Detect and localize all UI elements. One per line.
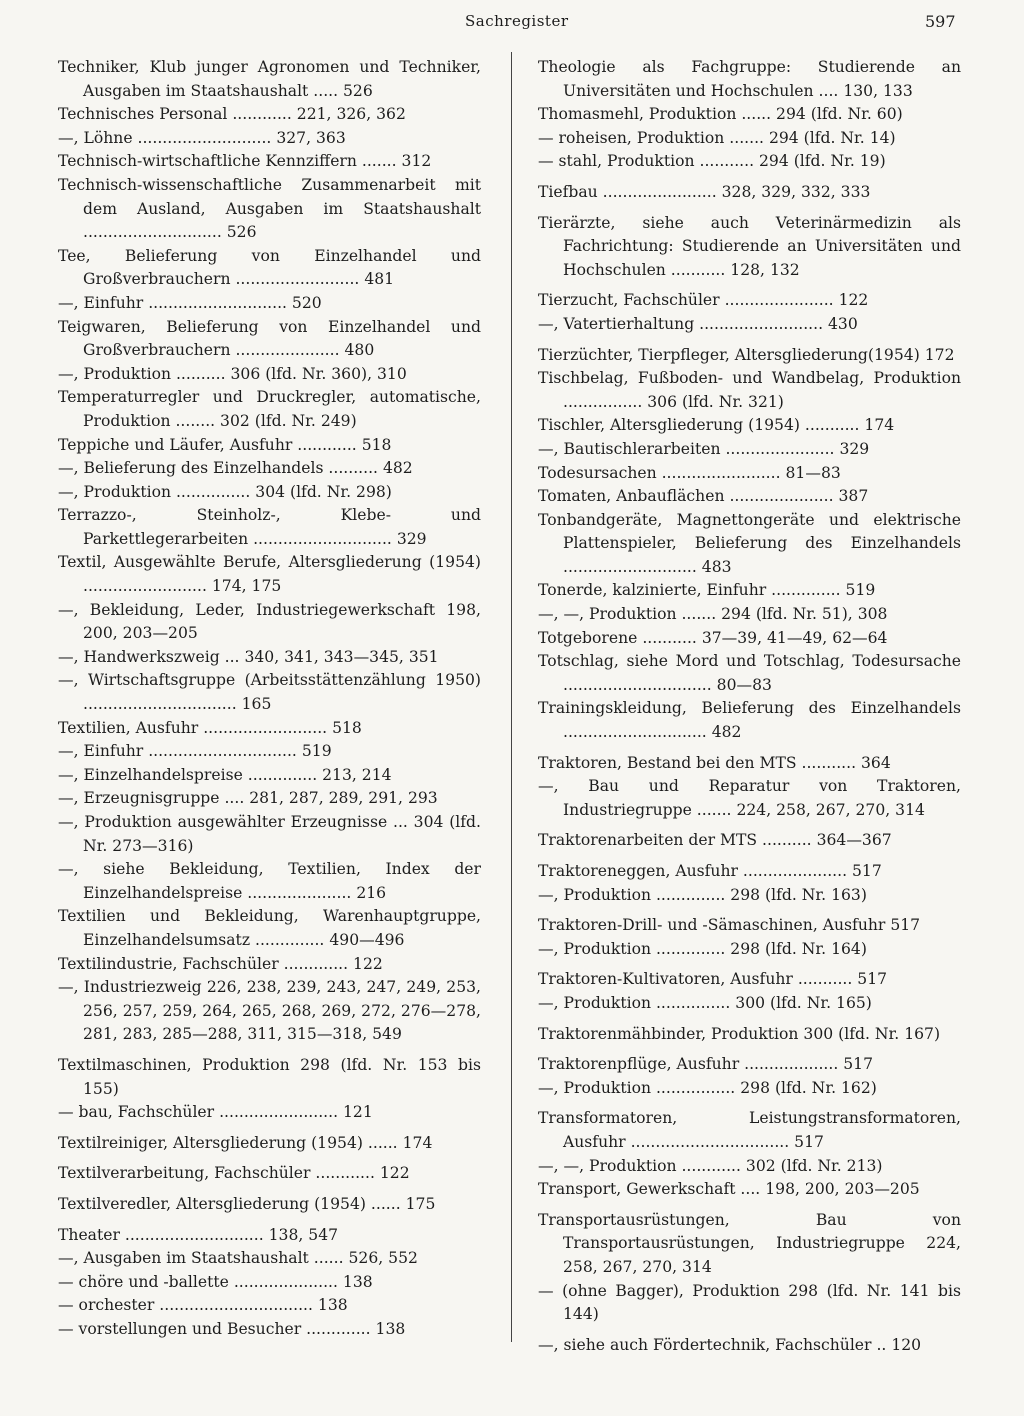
index-entry-text: — stahl, Produktion ........... 294 (lfd. Nr. 19) bbox=[538, 152, 886, 171]
index-entry-text: Temperaturregler und Druckregler, automatische, Produktion ........ 302 (lfd. Nr. 249) bbox=[58, 388, 481, 430]
index-entry bbox=[58, 953, 481, 977]
index-entry-text: —, Einfuhr .............................. 519 bbox=[58, 742, 332, 761]
index-entry-text: Tierärzte, siehe auch Veterinärmedizin als Fachrichtung: Studierende an Universitäten und Hochschulen ........... 128, 132 bbox=[538, 213, 961, 279]
index-entry-text: Tiefbau ....................... 328, 329, 332, 333 bbox=[538, 182, 871, 201]
index-entry bbox=[58, 1101, 481, 1125]
index-entry-text: —, Produktion ............... 300 (lfd. Nr. 165) bbox=[538, 993, 872, 1012]
index-entry-text: Textilreiniger, Altersgliederung (1954) ...... 174 bbox=[58, 1133, 433, 1152]
index-entry-text: —, —, Produktion ....... 294 (lfd. Nr. 51), 308 bbox=[538, 605, 888, 624]
index-entry bbox=[538, 1053, 961, 1077]
index-entry-text: Textilveredler, Altersgliederung (1954) ...... 175 bbox=[58, 1194, 436, 1213]
index-entry bbox=[58, 150, 481, 174]
index-entry-text: Transport, Gewerkschaft .... 198, 200, 203—205 bbox=[538, 1180, 920, 1199]
index-entry-text: Textilindustrie, Fachschüler ............. 122 bbox=[58, 954, 383, 973]
index-entry-text: —, Erzeugnisgruppe .... 281, 287, 289, 291, 293 bbox=[58, 789, 438, 808]
index-entry bbox=[58, 905, 481, 952]
index-entry bbox=[538, 968, 961, 992]
index-entry-text: Tonbandgeräte, Magnettongeräte und elektrische Plattenspieler, Belieferung des Einzelhandels ........................... 483 bbox=[538, 510, 961, 576]
index-entry bbox=[58, 481, 481, 505]
index-entry-text: Terrazzo-, Steinholz-, Klebe- und Parkettlegerarbeiten ............................ 329 bbox=[58, 506, 481, 548]
index-entry bbox=[538, 775, 961, 822]
page-number: 597 bbox=[925, 12, 956, 31]
index-entry bbox=[58, 764, 481, 788]
index-entry-text: Traktoren, Bestand bei den MTS ........... 364 bbox=[538, 753, 891, 772]
index-entry-text: —, Produktion ausgewählter Erzeugnisse ... 304 (lfd. Nr. 273—316) bbox=[58, 813, 481, 855]
index-entry bbox=[538, 603, 961, 627]
index-entry-text: — chöre und -ballette ..................... 138 bbox=[58, 1272, 373, 1291]
index-entry-text: —, siehe Bekleidung, Textilien, Index der Einzelhandelspreise ..................... 216 bbox=[58, 860, 481, 902]
index-entry-text: —, Vatertierhaltung ......................... 430 bbox=[538, 314, 858, 333]
index-entry bbox=[58, 103, 481, 127]
index-entry bbox=[538, 650, 961, 697]
index-entry bbox=[538, 1178, 961, 1202]
index-entry bbox=[58, 457, 481, 481]
index-entry bbox=[538, 438, 961, 462]
index-entry-text: Technisch-wirtschaftliche Kennziffern ....... 312 bbox=[58, 152, 432, 171]
index-entry-text: Transformatoren, Leistungstransformatoren, Ausfuhr ................................ 517 bbox=[538, 1109, 961, 1151]
index-entry-text: Totschlag, siehe Mord und Totschlag, Todesursache .............................. 80—83 bbox=[538, 652, 961, 694]
index-entry-text: — orchester ............................... 138 bbox=[58, 1296, 348, 1315]
index-entry-text: Traktoren-Kultivatoren, Ausfuhr ........... 517 bbox=[538, 970, 888, 989]
index-entry-text: Technisch-wissenschaftliche Zusammenarbeit mit dem Ausland, Ausgaben im Staatshaushalt ............................ 526 bbox=[58, 175, 481, 242]
index-entry-text: Tonerde, kalzinierte, Einfuhr .............. 519 bbox=[538, 581, 876, 600]
page-header bbox=[0, 10, 1024, 36]
index-entry bbox=[538, 462, 961, 486]
index-entry bbox=[58, 551, 481, 598]
index-entry bbox=[58, 717, 481, 741]
index-entry bbox=[538, 1334, 961, 1358]
index-entry-text: —, Industriezweig 226, 238, 239, 243, 247, 249, 253, 256, 257, 259, 264, 265, 268, 269, 272, 276—278, 281, 283, 285—288, 311, 315—318, 549 bbox=[58, 978, 481, 1044]
index-entry bbox=[538, 344, 961, 368]
index-entry bbox=[58, 1247, 481, 1271]
index-entry bbox=[58, 811, 481, 858]
index-entry-text: Traktorenpflüge, Ausfuhr ................... 517 bbox=[538, 1055, 874, 1074]
index-entry-text: Traktoren-Drill- und -Sämaschinen, Ausfuhr 517 bbox=[538, 916, 921, 935]
index-entry bbox=[58, 1294, 481, 1318]
index-entry bbox=[58, 858, 481, 905]
index-entry bbox=[538, 289, 961, 313]
index-entry-text: Tischbelag, Fußboden- und Wandbelag, Produktion ................ 306 (lfd. Nr. 321) bbox=[538, 369, 961, 411]
index-entry-text: —, Bautischlerarbeiten ...................... 329 bbox=[538, 439, 870, 458]
index-entry-text: — roheisen, Produktion ....... 294 (lfd. Nr. 14) bbox=[538, 128, 896, 147]
index-entry bbox=[58, 1162, 481, 1186]
index-entry bbox=[538, 485, 961, 509]
index-entry bbox=[58, 127, 481, 151]
index-entry bbox=[538, 313, 961, 337]
index-entry bbox=[538, 884, 961, 908]
index-entry-text: —, Produktion .......... 306 (lfd. Nr. 360), 310 bbox=[58, 364, 407, 383]
index-entry bbox=[58, 56, 481, 103]
index-entry bbox=[538, 697, 961, 744]
index-entry bbox=[538, 127, 961, 151]
index-entry-text: Tischler, Altersgliederung (1954) ........... 174 bbox=[538, 416, 895, 435]
right-index-column bbox=[538, 56, 961, 1357]
index-entry bbox=[538, 938, 961, 962]
index-entry-text: Textilien und Bekleidung, Warenhauptgruppe, Einzelhandelsumsatz .............. 490—496 bbox=[58, 907, 481, 949]
index-entry-text: —, Bau und Reparatur von Traktoren, Industriegruppe ....... 224, 258, 267, 270, 314 bbox=[538, 777, 961, 819]
page-title: Sachregister bbox=[465, 12, 569, 30]
index-entry bbox=[58, 1224, 481, 1248]
index-entry-text: —, —, Produktion ............ 302 (lfd. Nr. 213) bbox=[538, 1156, 883, 1175]
left-index-column bbox=[58, 56, 481, 1341]
index-entry bbox=[538, 181, 961, 205]
index-entry-text: — bau, Fachschüler ........................ 121 bbox=[58, 1103, 373, 1122]
index-entry-text: Techniker, Klub junger Agronomen und Techniker, Ausgaben im Staatshaushalt ..... 526 bbox=[58, 58, 481, 100]
index-entry-text: —, Bekleidung, Leder, Industriegewerkschaft 198, 200, 203—205 bbox=[58, 600, 481, 643]
index-entry bbox=[58, 434, 481, 458]
index-entry-text: Teigwaren, Belieferung von Einzelhandel und Großverbrauchern ..................... 480 bbox=[58, 317, 481, 360]
index-entry bbox=[58, 504, 481, 551]
index-entry bbox=[58, 599, 481, 646]
index-entry-text: Trainingskleidung, Belieferung des Einzelhandels ............................. 482 bbox=[538, 699, 961, 742]
index-entry-text: —, Einfuhr ............................ 520 bbox=[58, 293, 322, 312]
index-entry bbox=[58, 245, 481, 292]
index-entry bbox=[538, 1280, 961, 1327]
index-entry bbox=[58, 1271, 481, 1295]
index-entry-text: —, Wirtschaftsgruppe (Arbeitsstättenzählung 1950) ............................... 165 bbox=[58, 671, 481, 714]
index-entry-text: —, Belieferung des Einzelhandels .......... 482 bbox=[58, 459, 413, 478]
index-entry-text: —, Handwerkszweig ... 340, 341, 343—345, 351 bbox=[58, 647, 439, 666]
index-entry bbox=[538, 103, 961, 127]
index-entry bbox=[538, 1023, 961, 1047]
index-entry bbox=[58, 976, 481, 1047]
column-divider bbox=[511, 52, 512, 1342]
index-entry bbox=[58, 740, 481, 764]
index-entry bbox=[538, 860, 961, 884]
index-entry bbox=[58, 1132, 481, 1156]
index-entry bbox=[538, 212, 961, 283]
index-entry bbox=[58, 1193, 481, 1217]
index-entry bbox=[538, 1077, 961, 1101]
index-entry-text: — vorstellungen und Besucher ............. 138 bbox=[58, 1319, 406, 1338]
index-entry bbox=[538, 509, 961, 580]
index-entry-text: Technisches Personal ............ 221, 326, 362 bbox=[58, 105, 406, 124]
index-entry-text: —, Löhne ........................... 327, 363 bbox=[58, 128, 346, 147]
index-entry bbox=[538, 1107, 961, 1154]
index-entry-text: Theater ............................ 138, 547 bbox=[58, 1225, 339, 1244]
index-entry bbox=[58, 292, 481, 316]
index-entry bbox=[538, 752, 961, 776]
index-entry-text: Textilverarbeitung, Fachschüler ............ 122 bbox=[58, 1164, 410, 1183]
index-entry-text: Thomasmehl, Produktion ...... 294 (lfd. Nr. 60) bbox=[538, 105, 903, 124]
index-entry-text: Tomaten, Anbauflächen ..................... 387 bbox=[538, 487, 869, 506]
index-entry bbox=[538, 1155, 961, 1179]
index-entry-text: —, Produktion .............. 298 (lfd. Nr. 164) bbox=[538, 939, 867, 958]
index-entry bbox=[58, 669, 481, 716]
index-entry bbox=[538, 1209, 961, 1280]
index-entry-text: Todesursachen ........................ 81—83 bbox=[538, 463, 841, 482]
index-entry-text: —, Produktion .............. 298 (lfd. Nr. 163) bbox=[538, 885, 867, 904]
index-entry-text: — (ohne Bagger), Produktion 298 (lfd. Nr. 141 bis 144) bbox=[538, 1281, 961, 1324]
index-entry bbox=[58, 386, 481, 433]
index-entry bbox=[58, 363, 481, 387]
index-entry-text: —, Ausgaben im Staatshaushalt ...... 526, 552 bbox=[58, 1249, 418, 1268]
index-entry-text: Theologie als Fachgruppe: Studierende an Universitäten und Hochschulen .... 130, 133 bbox=[538, 58, 961, 100]
index-entry-text: Textilien, Ausfuhr ......................... 518 bbox=[58, 718, 362, 737]
index-entry-text: Tee, Belieferung von Einzelhandel und Großverbrauchern ......................... 481 bbox=[58, 246, 481, 289]
index-entry bbox=[538, 829, 961, 853]
index-entry-text: Textil, Ausgewählte Berufe, Altersgliederung (1954) ......................... 174, 175 bbox=[58, 553, 481, 596]
index-entry-text: Tierzucht, Fachschüler ...................... 122 bbox=[538, 291, 869, 310]
index-entry bbox=[538, 414, 961, 438]
index-entry-text: —, Produktion ................ 298 (lfd. Nr. 162) bbox=[538, 1078, 877, 1097]
index-entry bbox=[538, 627, 961, 651]
index-entry-text: Teppiche und Läufer, Ausfuhr ............ 518 bbox=[58, 435, 392, 454]
index-entry bbox=[58, 1318, 481, 1342]
index-entry bbox=[538, 992, 961, 1016]
index-entry-text: —, Einzelhandelspreise .............. 213, 214 bbox=[58, 765, 392, 784]
index-entry-text: Tierzüchter, Tierpfleger, Altersgliederung(1954) 172 bbox=[538, 345, 955, 364]
index-entry-text: —, siehe auch Fördertechnik, Fachschüler .. 120 bbox=[538, 1335, 922, 1354]
index-entry bbox=[538, 914, 961, 938]
index-entry bbox=[538, 579, 961, 603]
index-entry-text: Traktoreneggen, Ausfuhr ..................... 517 bbox=[538, 862, 882, 880]
index-entry-text: Textilmaschinen, Produktion 298 (lfd. Nr. 153 bis 155) bbox=[58, 1055, 481, 1098]
index-entry bbox=[538, 150, 961, 174]
index-entry bbox=[538, 367, 961, 414]
index-entry bbox=[58, 646, 481, 670]
index-entry-text: Totgeborene ........... 37—39, 41—49, 62—64 bbox=[538, 628, 888, 647]
index-entry bbox=[58, 316, 481, 363]
index-entry bbox=[58, 1054, 481, 1101]
index-entry bbox=[58, 174, 481, 245]
index-entry-text: Traktorenarbeiten der MTS .......... 364—367 bbox=[538, 831, 892, 850]
index-entry-text: —, Produktion ............... 304 (lfd. Nr. 298) bbox=[58, 482, 392, 501]
index-entry-text: Transportausrüstungen, Bau von Transportausrüstungen, Industriegruppe 224, 258, 267, 270, 314 bbox=[538, 1210, 961, 1276]
index-entry bbox=[58, 787, 481, 811]
index-entry-text: Traktorenmähbinder, Produktion 300 (lfd. Nr. 167) bbox=[538, 1024, 941, 1043]
index-entry bbox=[538, 56, 961, 103]
